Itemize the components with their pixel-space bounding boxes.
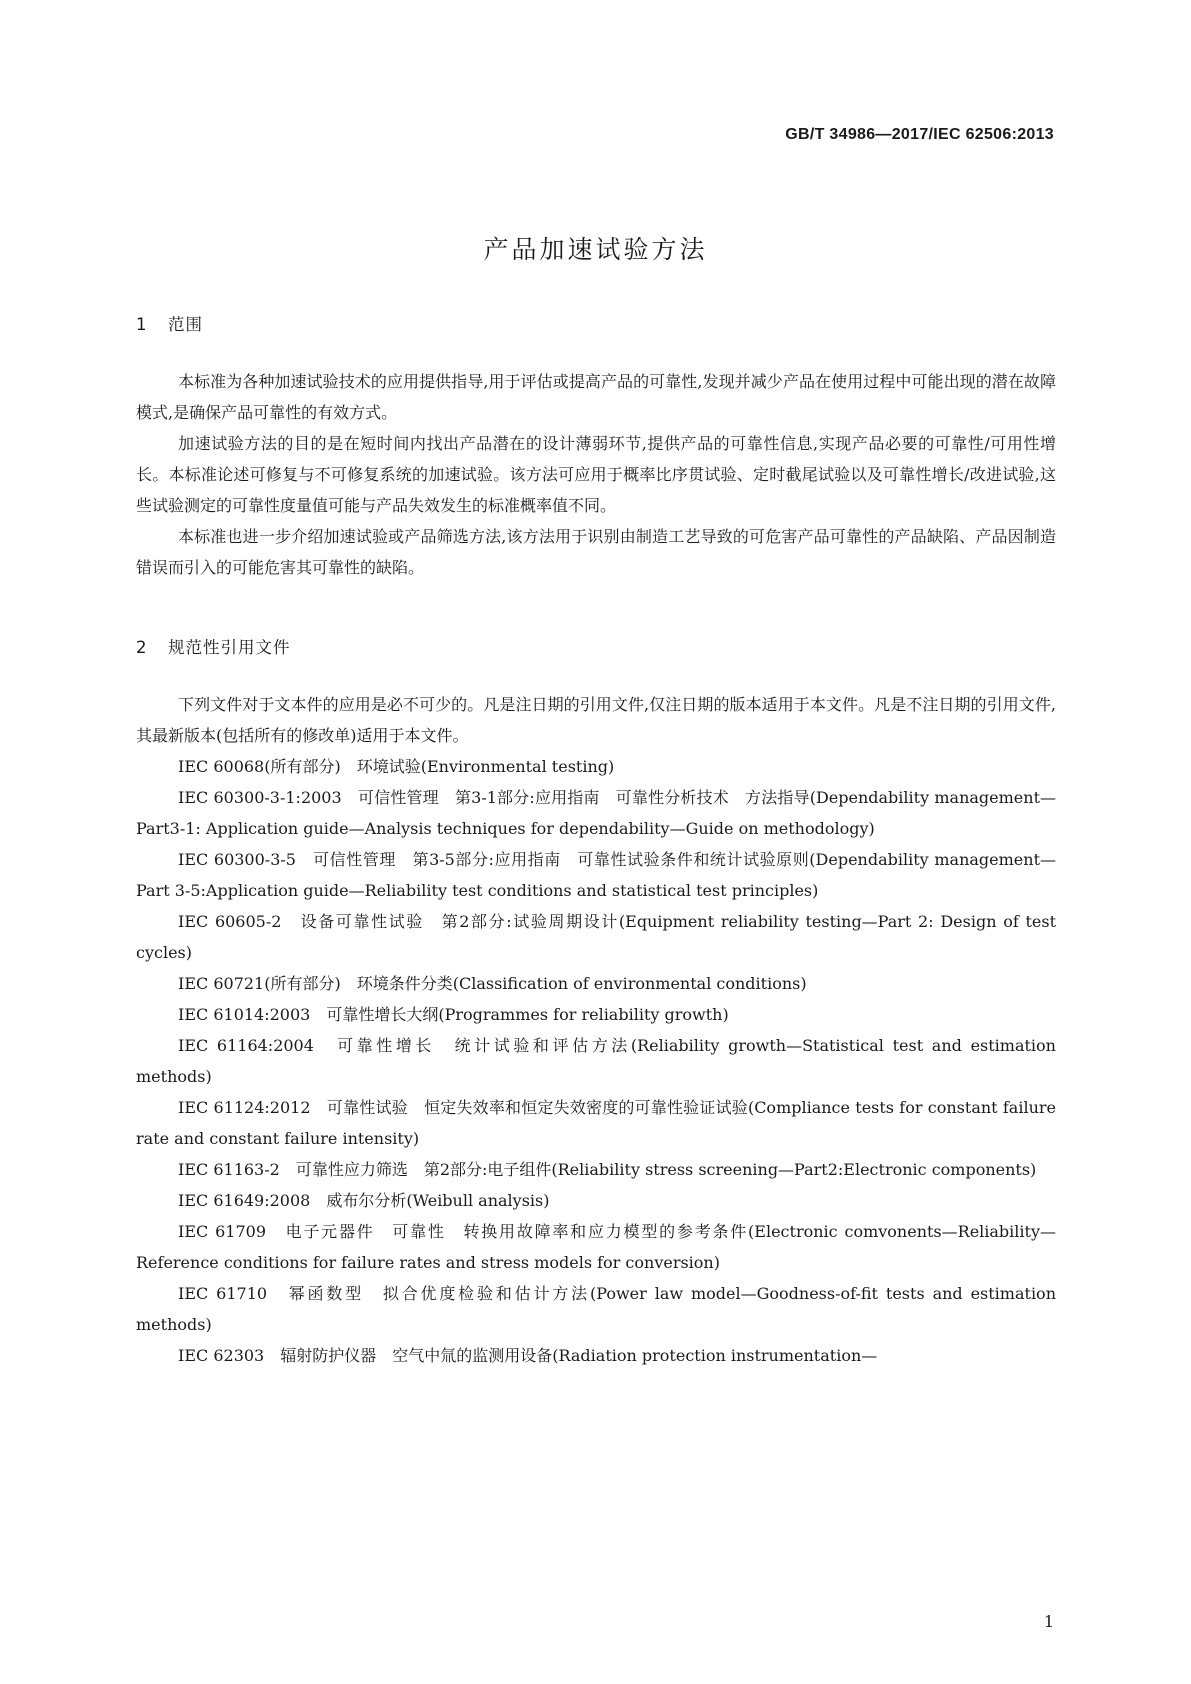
reference-item: IEC 60068(所有部分) 环境试验(Environmental testing) [178, 757, 615, 776]
section-title: 范围 [168, 315, 203, 334]
paragraph: 加速试验方法的目的是在短时间内找出产品潜在的设计薄弱环节,提供产品的可靠性信息,实现产品必要的可靠性/可用性增长。本标准论述可修复与不可修复系统的加速试验。该方法可应用于概率比序贯试验、定时截尾试验以及可靠性增长/改进试验,这些试验测定的可靠性度量值可能与产品失效发生的标准概率值不同。 [136, 434, 1056, 515]
reference-item: IEC 60300-3-1:2003 可信性管理 第3-1部分:应用指南 可靠性分析技术 方法指导(Dependability management—Part3-1: Application guide—Analysis techniques for dependability—Guide on methodology) [136, 788, 1056, 838]
reference-item: IEC 61709 电子元器件 可靠性 转换用故障率和应力模型的参考条件(Electronic comvonents—Reliability—Reference conditions for failure rates and stress models for conversion) [136, 1222, 1056, 1272]
reference-item: IEC 61649:2008 威布尔分析(Weibull analysis) [178, 1191, 550, 1210]
section-number: 2 [136, 638, 148, 657]
paragraph: 下列文件对于文本件的应用是必不可少的。凡是注日期的引用文件,仅注日期的版本适用于本文件。凡是不注日期的引用文件,其最新版本(包括所有的修改单)适用于本文件。 [136, 695, 1056, 745]
section-1-heading [136, 311, 203, 335]
reference-item: IEC 61164:2004 可靠性增长 统计试验和评估方法(Reliability growth—Statistical test and estimation methods) [136, 1036, 1056, 1086]
reference-item: IEC 61014:2003 可靠性增长大纲(Programmes for reliability growth) [178, 1005, 729, 1024]
standard-number: GB/T 34986—2017/IEC 62506:2013 [785, 126, 1054, 143]
reference-item: IEC 61163-2 可靠性应力筛选 第2部分:电子组件(Reliability stress screening—Part2:Electronic components) [178, 1160, 1037, 1179]
reference-item: IEC 61124:2012 可靠性试验 恒定失效率和恒定失效密度的可靠性验证试验(Compliance tests for constant failure rate and constant failure intensity) [136, 1098, 1056, 1148]
page-title: 产品加速试验方法 [483, 235, 708, 264]
reference-item: IEC 60300-3-5 可信性管理 第3-5部分:应用指南 可靠性试验条件和统计试验原则(Dependability management—Part 3-5:Application guide—Reliability test conditions and statistical test principles) [136, 850, 1056, 900]
paragraph: 本标准为各种加速试验技术的应用提供指导,用于评估或提高产品的可靠性,发现并减少产品在使用过程中可能出现的潜在故障模式,是确保产品可靠性的有效方式。 [136, 372, 1056, 422]
page-number: 1 [1043, 1612, 1054, 1631]
section-1-body [136, 366, 1056, 583]
section-title: 规范性引用文件 [168, 638, 291, 657]
section-2-heading [136, 634, 291, 658]
section-2-body [136, 689, 1056, 1371]
paragraph: 本标准也进一步介绍加速试验或产品筛选方法,该方法用于识别由制造工艺导致的可危害产品可靠性的产品缺陷、产品因制造错误而引入的可能危害其可靠性的缺陷。 [136, 527, 1056, 577]
reference-item: IEC 61710 幂函数型 拟合优度检验和估计方法(Power law model—Goodness-of-fit tests and estimation methods) [136, 1284, 1056, 1334]
reference-item: IEC 62303 辐射防护仪器 空气中氚的监测用设备(Radiation protection instrumentation— [178, 1346, 878, 1365]
reference-item: IEC 60721(所有部分) 环境条件分类(Classification of environmental conditions) [178, 974, 807, 993]
reference-item: IEC 60605-2 设备可靠性试验 第2部分:试验周期设计(Equipment reliability testing—Part 2: Design of test cycles) [136, 912, 1056, 962]
section-number: 1 [136, 315, 148, 334]
